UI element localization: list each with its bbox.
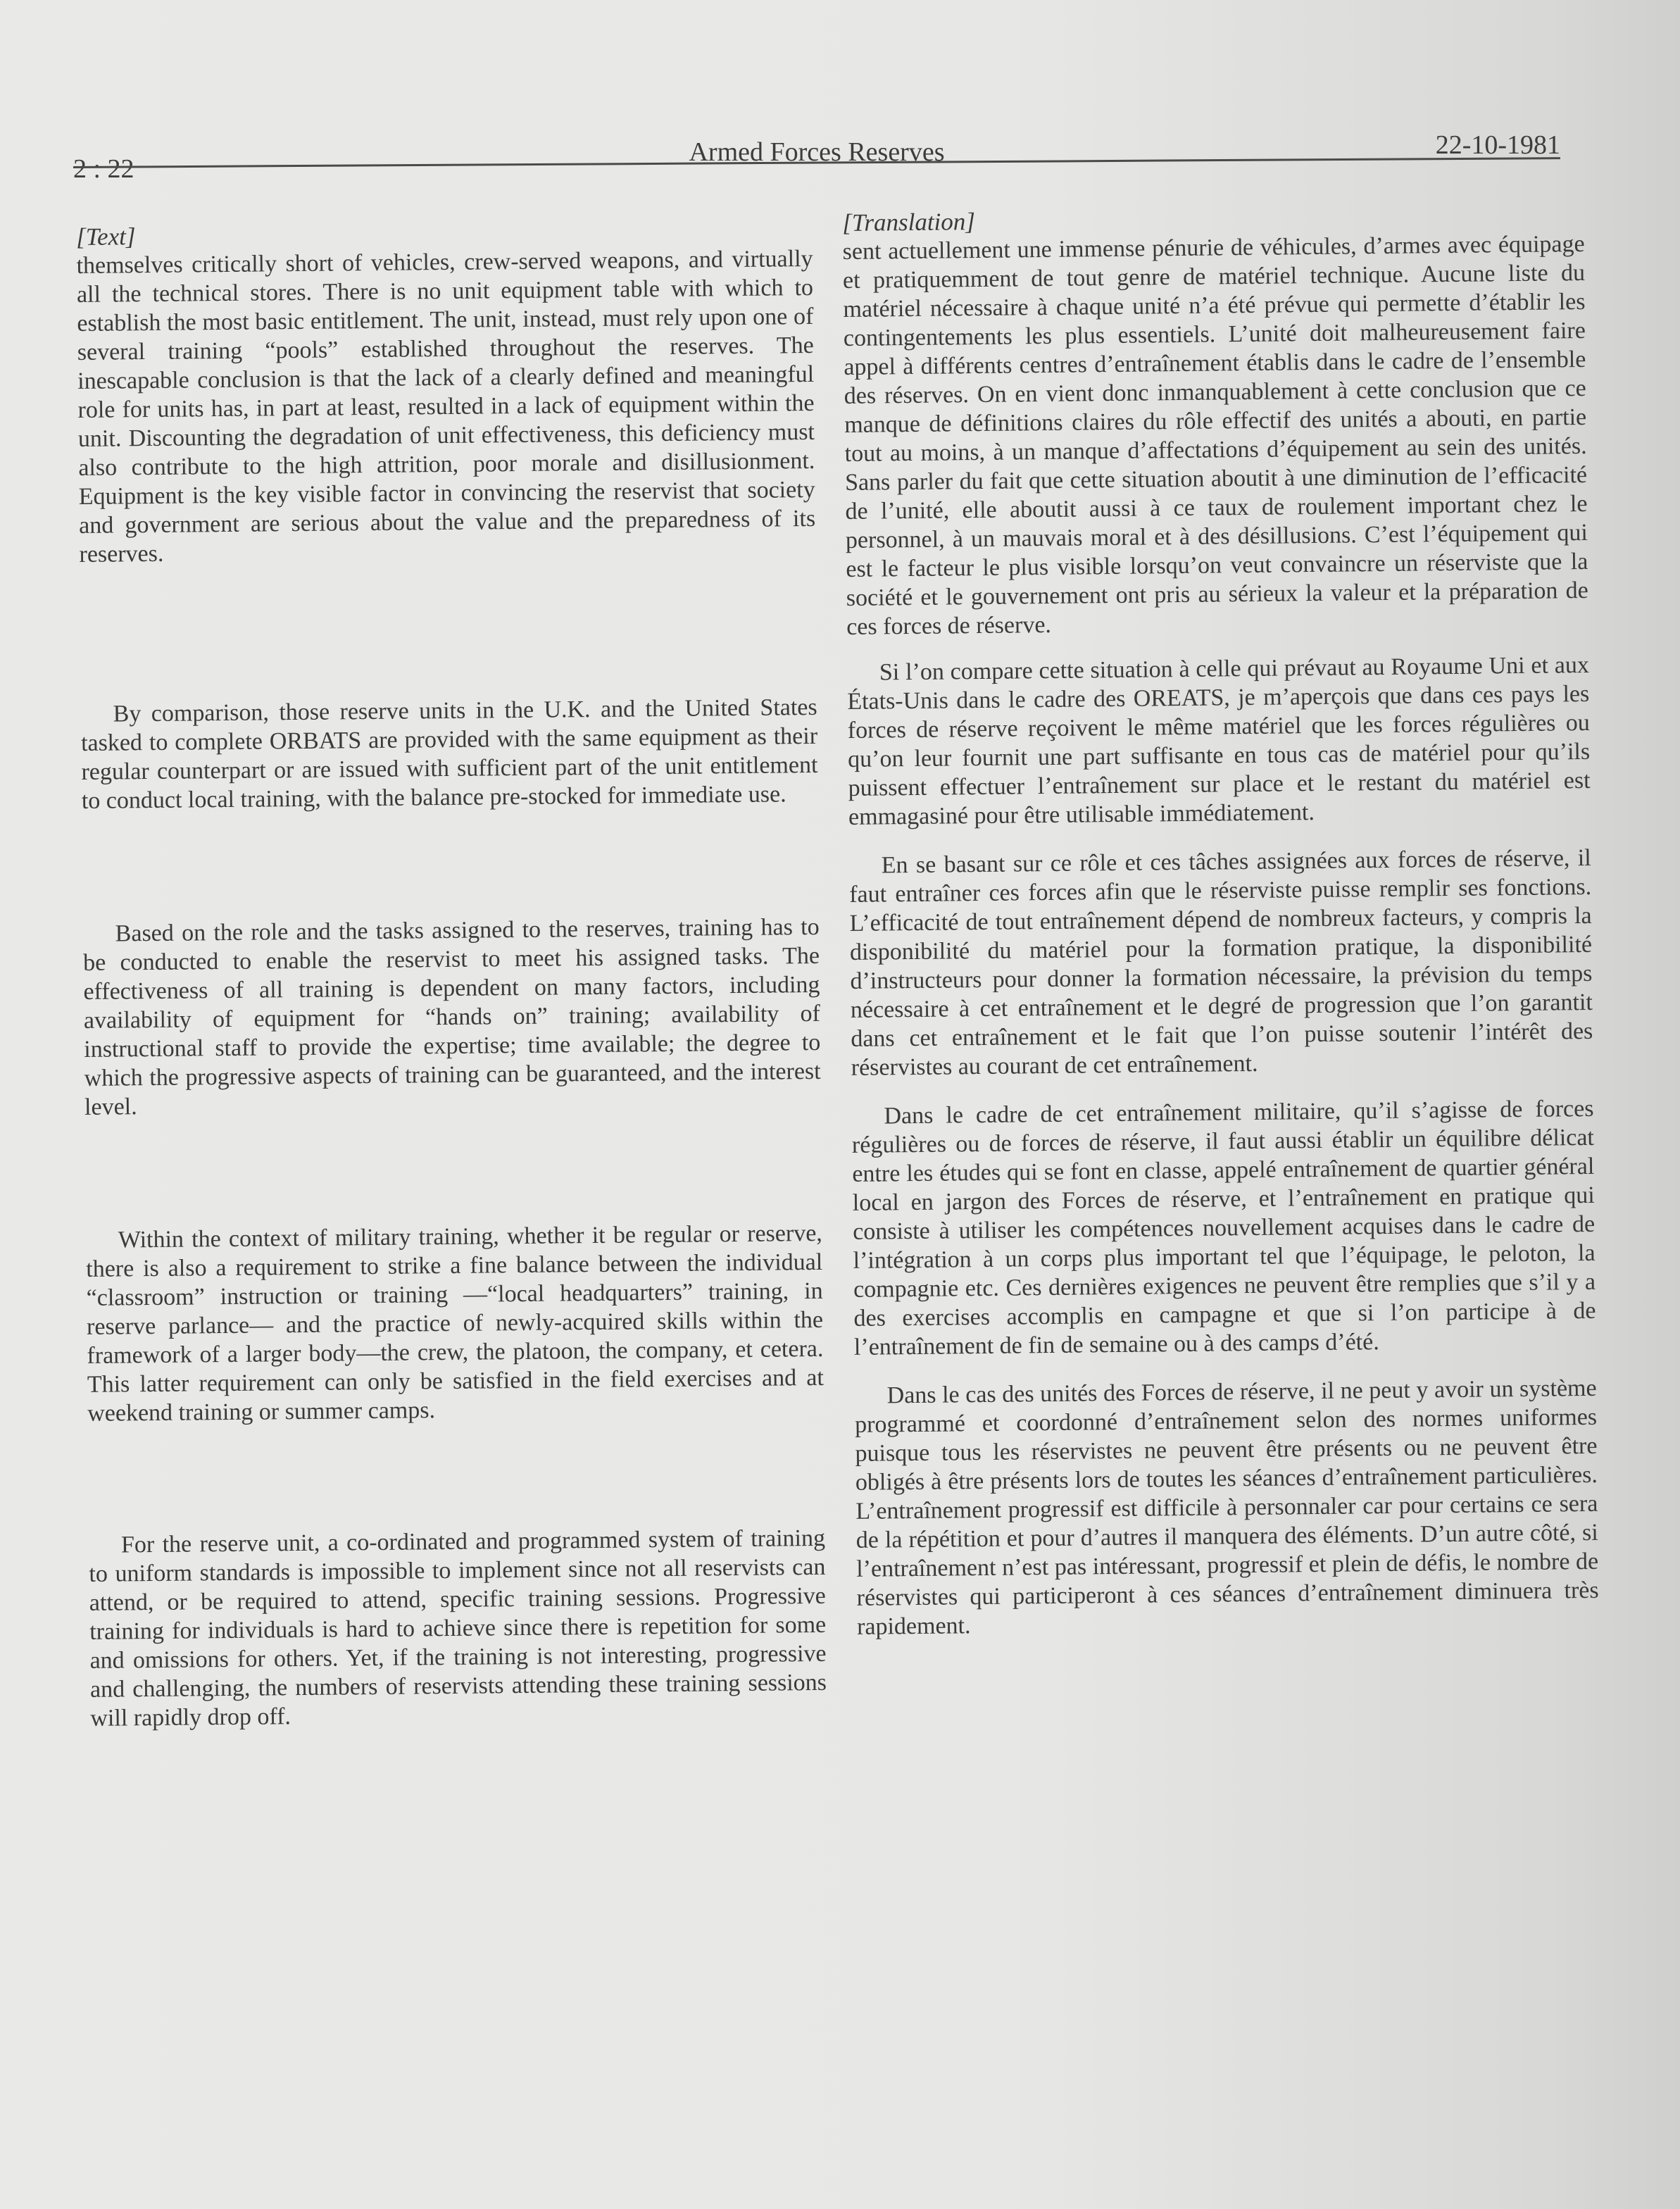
paragraph: For the reserve unit, a co-ordinated and programmed system of training to uniform standards is impossible to implement since not all reservists can attend, or be required to attend, specific training sessions. Progressive training for individuals is hard to achieve since there is repetition for some and omissions for others. Yet, if the training is not interesting, progressive and challenging, the numbers of reservists attending these training sessions will rapidly drop off.	[89, 1525, 827, 1732]
running-title: Armed Forces Reserves	[689, 137, 945, 167]
paragraph: By comparison, those reserve units in the U.K. and the United States tasked to complete ORBATS are provided with the same equipment as their regular counterpart or are issued with sufficient part of the unit entitlement to conduct local training, with the balance pre-stocked for immediate use.	[80, 694, 818, 814]
header-date: 22-10-1981	[1435, 130, 1560, 160]
paragraph: En se basant sur ce rôle et ces tâches assignées aux forces de réserve, il faut entraîner ces forces afin que le réserviste puisse remplir ses fonctions. L’efficacité de tout entraînement dépend de nombreux facteurs, y compris la disponibilité du matériel pour la formation pratique, la disponibilité d’instructeurs pour donner la formation nécessaire, la prévision du temps nécessaire à cet entraînement et le degré de progression que l’on garantit dans cet entraînement et le fait que l’on puisse soutenir l’intérêt des réservistes au courant de cet entraînement.	[849, 844, 1593, 1081]
page-header	[73, 127, 1560, 184]
paragraph: sent actuellement une immense pénurie de véhicules, d’armes avec équipage et pratiquemment de tout genre de matériel technique. Aucune liste du matériel nécessaire à chaque unité n’a été prévue qui permette d’établir les contingentements les plus essentiels. L’unité doit malheureusement faire appel à différents centres d’entraînement établis dans le cadre de l’ensemble des réserves. On en vient donc inmanquablement à cette conclusion que ce manque de définitions claires du rôle effectif des unités a abouti, en partie tout au moins, à un manque d’affectations d’équipement au sein des unités. Sans parler du fait que cette situation aboutit à une diminution de l’efficacité de l’unité, elle aboutit aussi à ce taux de roulement important chez le personnel, à un mauvais moral et à des désillusions. C’est l’équipement qui est le facteur le plus visible lorsqu’on veut convaincre un réserviste que la société et le gouvernement ont pris au sérieux la valeur et la préparation de ces forces de réserve.	[842, 230, 1588, 640]
paragraph: Dans le cadre de cet entraînement militaire, qu’il s’agisse de forces régulières ou de forces de réserve, il faut aussi établir un équilibre délicat entre les études qui se font en classe, appelé entraînement de quartier général local en jargon des Forces de réserve, et l’entraînement en pratique qui consiste à utiliser les compétences nouvellement acquises dans le cadre de l’intégration à un corps plus important tel que l’équipage, le peloton, la compagnie etc. Ces dernières exigences ne peuvent être remplies que s’il y a des exercises accomplis en campagne et que si l’on participe à de l’entraînement de fin de semaine ou à des camps d’été.	[851, 1095, 1596, 1360]
paragraph: Dans le cas des unités des Forces de réserve, il ne peut y avoir un système programmé et coordonné d’entraînement selon des normes uniformes puisque tous les réservistes ne peuvent être présents ou ne peuvent être obligés à être présents lors de toutes les séances d’entraînement particulières. L’entraînement progressif est difficile à personnaler car pour certains ce sera de la répétition et pour d’autres il manquera des éléments. D’un autre côté, si l’entraînement n’est pas intéressant, progressif et plein de défis, le nombre de réservistes qui participeront à ces séances d’entraînement diminuera très rapidement.	[854, 1375, 1599, 1640]
paragraph: Si l’on compare cette situation à celle qui prévaut au Royaume Uni et aux États-Unis dans le cadre des OREATS, je m’aperçois que dans ces pays les forces de réserve reçoivent le même matériel que les forces régulières ou qu’on leur fournit une part suffisante en tous cas de matériel pour qu’ils puissent effectuer l’entraînement sur place et le restant du matériel est emmagasiné pour être utilisable immédiatement.	[847, 651, 1591, 830]
paragraph: Within the context of military training, whether it be regular or reserve, there is also a requirement to strike a fine balance between the individual “classroom” instruction or training —“local headquarters” training, in reserve parlance— and the practice of newly-acquired skills within the framework of a larger body—the crew, the platoon, the company, et cetera. This latter requirement can only be satisfied in the field exercises and at weekend training or summer camps.	[86, 1220, 824, 1427]
column-label: [Text]	[76, 223, 136, 251]
paragraph: themselves critically short of vehicles, crew-served weapons, and virtually all the technical stores. There is no unit equipment table with which to establish the most basic entitlement. The unit, instead, must rely upon one of several training “pools” established throughout the reserves. The inescapable conclusion is that the lack of a clearly defined and meaningful role for units has, in part at least, resulted in a lack of equipment within the unit. Discounting the degradation of unit effectiveness, this deficiency must also contribute to the high attrition, poor morale and disillusionment. Equipment is the key visible factor in convincing the reservist that society and government are serious about the value and the preparedness of its reserves.	[76, 245, 816, 568]
french-column	[842, 201, 1599, 1641]
paragraph: Based on the role and the tasks assigned to the reserves, training has to be conducted to enable the reservist to meet his assigned tasks. The effectiveness of all training is dependent on many factors, including availability of equipment for “hands on” training; availability of instructional staff to provide the expertise; time available; the degree to which the progressive aspects of training can be guaranteed, and the interest level.	[82, 913, 821, 1120]
english-column	[76, 215, 827, 1733]
page-number: 2 : 22	[73, 154, 134, 184]
column-label: [Translation]	[842, 208, 976, 237]
